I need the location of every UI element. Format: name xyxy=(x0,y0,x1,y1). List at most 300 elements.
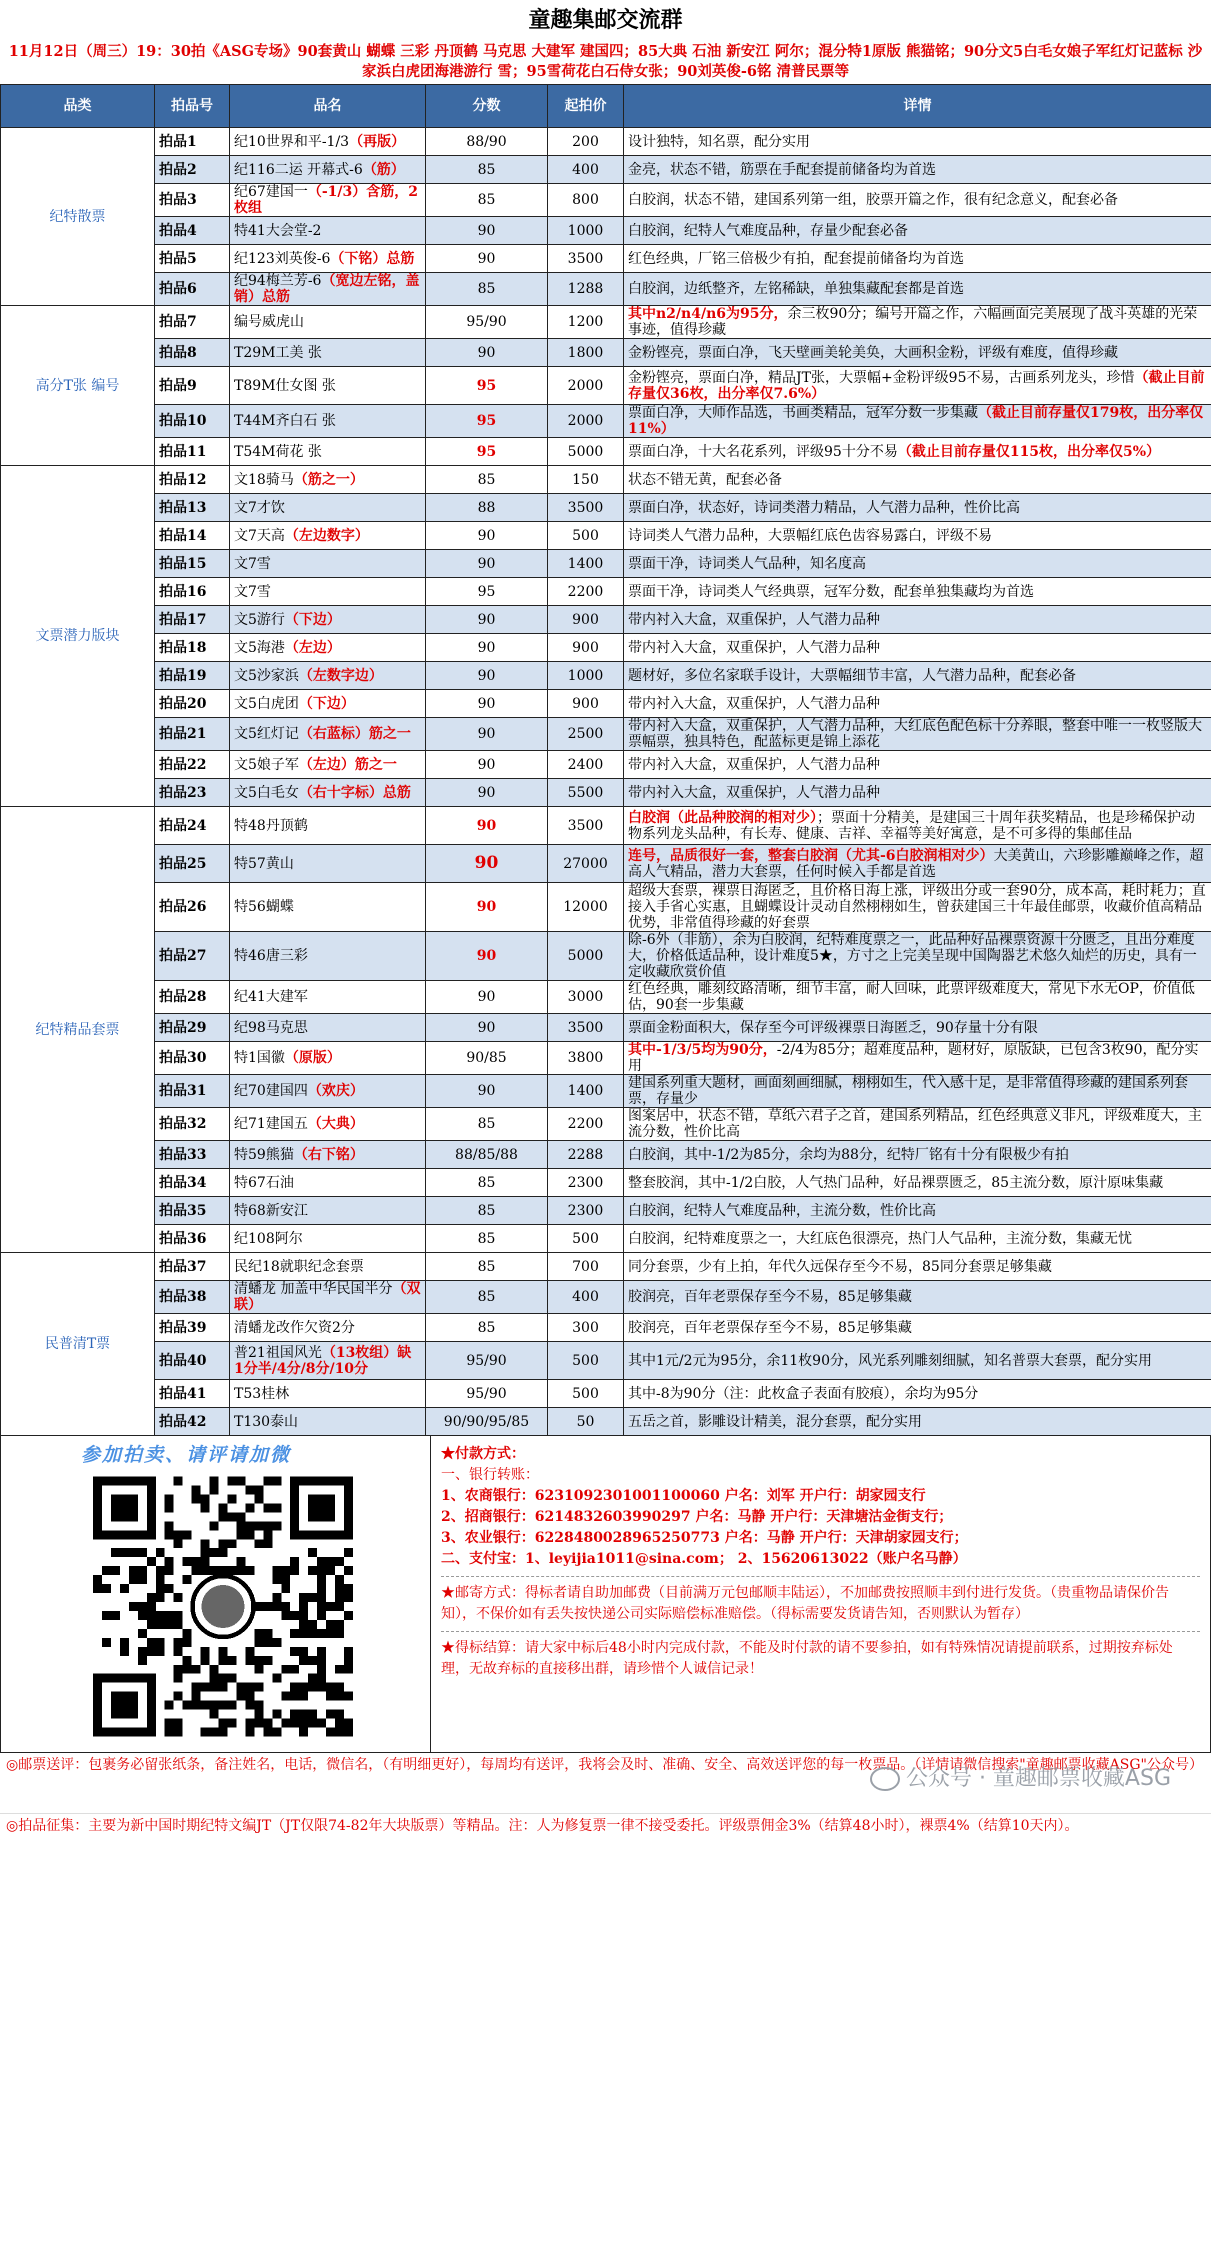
score-value: 95/90 xyxy=(466,1385,507,1402)
item-name-note: （双联） xyxy=(234,1281,421,1313)
score-value: 90 xyxy=(477,555,496,572)
detail-text: 大美黄山，六珍影雕巅峰之作，超高人气精品，潜力大套票，任何时候入手都是首选 xyxy=(628,847,1204,880)
score-value: 85 xyxy=(477,1174,496,1191)
item-name xyxy=(230,845,426,883)
lot-number: 拍品25 xyxy=(155,845,230,883)
lot-number: 拍品1 xyxy=(155,128,230,156)
lot-number: 拍品18 xyxy=(155,634,230,662)
table-row xyxy=(1,578,1211,606)
start-price: 1000 xyxy=(548,662,624,690)
lot-number: 拍品15 xyxy=(155,550,230,578)
lot-number: 拍品4 xyxy=(155,217,230,245)
detail-highlight: 连号，品质很好一套，整套白胶润（尤其-6白胶润相对少） xyxy=(628,847,994,864)
item-name-text: 纪70建国四 xyxy=(234,1083,308,1099)
item-name xyxy=(230,807,426,845)
header-detail: 详情 xyxy=(624,85,1211,128)
table-row xyxy=(1,1408,1211,1436)
lot-number: 拍品5 xyxy=(155,245,230,273)
item-name-note: （筋） xyxy=(362,161,405,178)
detail xyxy=(624,184,1211,217)
detail xyxy=(624,1042,1211,1075)
detail-text: 带内衬入大盒，双重保护，人气潜力品种 xyxy=(628,695,880,712)
lot-number: 拍品17 xyxy=(155,606,230,634)
item-name-text: 文5白毛女 xyxy=(234,784,299,801)
item-name-text: 文5海港 xyxy=(234,639,285,656)
start-price: 3800 xyxy=(548,1042,624,1075)
header-category: 品类 xyxy=(1,85,155,128)
score xyxy=(426,1108,548,1141)
category-cell: 民普清T票 xyxy=(1,1253,155,1436)
item-name-text: 文7天高 xyxy=(234,527,285,544)
detail xyxy=(624,306,1211,339)
detail xyxy=(624,779,1211,807)
item-name xyxy=(230,718,426,751)
table-header-row xyxy=(1,85,1211,128)
lot-number: 拍品2 xyxy=(155,156,230,184)
item-name xyxy=(230,634,426,662)
item-name-text: 文5白虎团 xyxy=(234,695,299,712)
item-name-text: T130泰山 xyxy=(234,1413,299,1430)
table-row xyxy=(1,494,1211,522)
detail xyxy=(624,1342,1211,1380)
item-name xyxy=(230,1225,426,1253)
item-name-note: （左边）筋之一 xyxy=(298,756,397,773)
table-row xyxy=(1,367,1211,405)
item-name-note: （右蓝标）筋之一 xyxy=(298,726,411,742)
lot-number: 拍品22 xyxy=(155,751,230,779)
detail xyxy=(624,662,1211,690)
item-name xyxy=(230,1141,426,1169)
lot-number: 拍品26 xyxy=(155,883,230,932)
item-name xyxy=(230,438,426,466)
lot-number: 拍品19 xyxy=(155,662,230,690)
table-row xyxy=(1,779,1211,807)
divider xyxy=(441,1631,1200,1632)
score xyxy=(426,578,548,606)
table-row xyxy=(1,466,1211,494)
lot-number: 拍品6 xyxy=(155,273,230,306)
table-row xyxy=(1,1075,1211,1108)
detail xyxy=(624,1380,1211,1408)
lot-number: 拍品37 xyxy=(155,1253,230,1281)
score-value: 90 xyxy=(477,527,496,544)
score xyxy=(426,634,548,662)
item-name-text: T54M荷花 张 xyxy=(234,443,322,460)
detail-highlight: 其中n2/n4/n6为95分， xyxy=(628,306,788,322)
item-name xyxy=(230,1169,426,1197)
table-row xyxy=(1,807,1211,845)
detail-text: 票面白净，状态好，诗词类潜力精品，人气潜力品种，性价比高 xyxy=(628,499,1020,516)
qr-caption: 参加拍卖、请评请加微 xyxy=(81,1444,292,1466)
table-row xyxy=(1,1253,1211,1281)
detail-text: 票面干净，诗词类人气经典票，冠军分数，配套单独集藏均为首选 xyxy=(628,583,1034,600)
score-value: 85 xyxy=(477,281,496,297)
detail-stat: （截止目前存量仅115枚，出分率仅5%） xyxy=(897,443,1161,460)
lot-number: 拍品42 xyxy=(155,1408,230,1436)
item-name-note: （-1/3）含筋，2枚组 xyxy=(234,184,418,216)
footer-collection: ◎拍品征集：主要为新中国时期纪特文编JT（JT仅限74-82年大块版票）等精品。注：人为修复票一律不接受委托。评级票佣金3%（结算48小时），裸票4%（结算10天内）。 xyxy=(6,1818,1079,1834)
detail xyxy=(624,522,1211,550)
start-price: 500 xyxy=(548,522,624,550)
item-name-text: T29M工美 张 xyxy=(234,344,322,361)
start-price: 200 xyxy=(548,128,624,156)
table-row xyxy=(1,1042,1211,1075)
table-row xyxy=(1,184,1211,217)
score-value: 85 xyxy=(477,1202,496,1219)
table-row xyxy=(1,883,1211,932)
item-name xyxy=(230,466,426,494)
start-price: 500 xyxy=(548,1380,624,1408)
item-name-text: 纪67建国一 xyxy=(234,184,308,200)
item-name-text: 文7雪 xyxy=(234,555,271,572)
start-price: 800 xyxy=(548,184,624,217)
lot-number: 拍品39 xyxy=(155,1314,230,1342)
table-row xyxy=(1,1314,1211,1342)
detail xyxy=(624,438,1211,466)
detail-text: 白胶润，纪特难度票之一，大红底色很漂亮，热门人气品种，主流分数，集藏无忧 xyxy=(628,1230,1132,1247)
start-price: 2288 xyxy=(548,1141,624,1169)
item-name-note: （左数字边） xyxy=(298,667,383,684)
detail xyxy=(624,245,1211,273)
detail xyxy=(624,718,1211,751)
table-row xyxy=(1,1141,1211,1169)
detail xyxy=(624,1014,1211,1042)
detail-text: 红色经典，雕刻纹路清晰，细节丰富，耐人回味，此票评级难度大，常见下水无OP，价值低估，90套一步集藏 xyxy=(628,981,1195,1013)
item-name-text: 特67石油 xyxy=(234,1174,294,1191)
mail-info: ★邮寄方式：得标者请自助加邮费（目前满万元包邮顺丰陆运），不加邮费按照顺丰到付进行发货。（贵重物品请保价告知），不保价如有丢失按快递公司实际赔偿标准赔偿。（得标需要发货请告知，否则默认为暂存） xyxy=(441,1585,1169,1622)
category-cell: 纪特精品套票 xyxy=(1,807,155,1253)
item-name-note: （右下铭） xyxy=(293,1146,364,1163)
detail-text: 票面金粉面积大，保存至今可评级裸票日海匿乏，90存量十分有限 xyxy=(628,1019,1038,1036)
score xyxy=(426,306,548,339)
detail xyxy=(624,1108,1211,1141)
item-name xyxy=(230,1314,426,1342)
start-price: 2000 xyxy=(548,405,624,438)
score-value: 85 xyxy=(477,1258,496,1275)
payment-info xyxy=(431,1436,1210,1752)
item-name xyxy=(230,522,426,550)
detail-text: 整套胶润，其中-1/2白胶，人气热门品种，好品裸票匮乏，85主流分数，原汁原味集藏 xyxy=(628,1174,1164,1191)
item-name xyxy=(230,156,426,184)
lot-number: 拍品41 xyxy=(155,1380,230,1408)
settlement-info: ★得标结算：请大家中标后48小时内完成付款，不能及时付款的请不要参拍，如有特殊情况请提前联系，过期按弃标处理，无故弃标的直接移出群，请珍惜个人诚信记录！ xyxy=(441,1640,1173,1677)
header-start-price: 起拍价 xyxy=(548,85,624,128)
bottom-panel xyxy=(0,1436,1211,1753)
item-name-text: 纪41大建军 xyxy=(234,989,308,1005)
detail-text: 白胶润，纪特人气难度品种，存量少配套必备 xyxy=(628,222,908,239)
item-name xyxy=(230,550,426,578)
detail-text: 票面白净，大师作品选，书画类精品，冠军分数一步集藏 xyxy=(628,405,978,421)
start-price: 900 xyxy=(548,690,624,718)
item-name-text: 纪108阿尔 xyxy=(234,1230,303,1247)
item-name xyxy=(230,779,426,807)
detail-text: 五岳之首，影雕设计精美，混分套票，配分实用 xyxy=(628,1413,922,1430)
score xyxy=(426,273,548,306)
table-row xyxy=(1,306,1211,339)
item-name-text: 民纪18就职纪念套票 xyxy=(234,1258,364,1275)
score-value: 90/90/95/85 xyxy=(443,1413,530,1430)
score-value: 90 xyxy=(477,756,496,773)
lot-number: 拍品24 xyxy=(155,807,230,845)
item-name xyxy=(230,1108,426,1141)
item-name xyxy=(230,1342,426,1380)
detail xyxy=(624,1225,1211,1253)
score xyxy=(426,1075,548,1108)
item-name xyxy=(230,690,426,718)
item-name-text: 编号威虎山 xyxy=(234,314,304,330)
score xyxy=(426,494,548,522)
lot-number: 拍品7 xyxy=(155,306,230,339)
lot-number: 拍品8 xyxy=(155,339,230,367)
item-name-note: （左边） xyxy=(284,639,341,656)
detail-text: ；票面十分精美，是建国三十周年获奖精品，也是珍稀保护动物系列龙头品种，有长寿、健康、吉祥、幸福等美好寓意，是不可多得的集邮佳品 xyxy=(628,809,1195,842)
item-name xyxy=(230,1075,426,1108)
score-value: 90 xyxy=(477,667,496,684)
detail-text: 带内衬入大盒，双重保护，人气潜力品种 xyxy=(628,611,880,628)
watermark xyxy=(870,1767,1171,1791)
detail xyxy=(624,1253,1211,1281)
score xyxy=(426,405,548,438)
item-name-note: （再版） xyxy=(349,133,406,150)
header-lot-number: 拍品号 xyxy=(155,85,230,128)
score-value: 85 xyxy=(477,1289,496,1305)
score xyxy=(426,807,548,845)
table-row xyxy=(1,981,1211,1014)
detail-text: 图案居中，状态不错，草纸六君子之首，建国系列精品，红色经典意义非凡，评级难度大，主流分数，性价比高 xyxy=(628,1108,1202,1140)
item-name-text: 文7才饮 xyxy=(234,499,285,516)
lot-number: 拍品23 xyxy=(155,779,230,807)
item-name-text: T53桂林 xyxy=(234,1385,290,1402)
item-name-text: T44M齐白石 张 xyxy=(234,413,336,429)
score-value: 85 xyxy=(477,1116,496,1132)
item-name xyxy=(230,1281,426,1314)
divider xyxy=(441,1576,1200,1577)
payment-line: 3、农业银行：6228480028965250773 户名：马静 开户行：天津胡家园支行； xyxy=(441,1530,968,1546)
detail-text: 票面白净，十大名花系列，评级95十分不易 xyxy=(628,443,898,460)
detail xyxy=(624,1169,1211,1197)
item-name xyxy=(230,339,426,367)
start-price: 1400 xyxy=(548,550,624,578)
item-name xyxy=(230,932,426,981)
detail-text: 带内衬入大盒，双重保护，人气潜力品种 xyxy=(628,756,880,773)
start-price: 1200 xyxy=(548,306,624,339)
start-price: 3500 xyxy=(548,494,624,522)
lot-number: 拍品33 xyxy=(155,1141,230,1169)
item-name-text: 特1国徽 xyxy=(234,1050,285,1066)
score-value: 90 xyxy=(477,1019,496,1036)
detail-text: 其中1元/2元为95分，余11枚90分，风光系列雕刻细腻，知名普票大套票，配分实用 xyxy=(628,1352,1152,1369)
score xyxy=(426,339,548,367)
score xyxy=(426,1314,548,1342)
item-name xyxy=(230,217,426,245)
score-value: 95 xyxy=(476,443,497,460)
item-name-text: 普21祖国风光 xyxy=(234,1344,322,1361)
detail xyxy=(624,466,1211,494)
item-name xyxy=(230,367,426,405)
detail xyxy=(624,932,1211,981)
score-value: 85 xyxy=(477,1230,496,1247)
detail xyxy=(624,751,1211,779)
table-row xyxy=(1,217,1211,245)
score-value: 90 xyxy=(477,784,496,801)
detail xyxy=(624,883,1211,932)
payment-line: 二、支付宝：1、leyijia1011@sina.com； 2、15620613022（账户名马静） xyxy=(441,1551,967,1567)
start-price: 3500 xyxy=(548,807,624,845)
lot-number: 拍品16 xyxy=(155,578,230,606)
lot-number: 拍品14 xyxy=(155,522,230,550)
item-name-note: （宽边左铭，盖销）总筋 xyxy=(234,273,420,305)
lot-number: 拍品35 xyxy=(155,1197,230,1225)
bank-transfer-title: 一、银行转账： xyxy=(441,1467,539,1483)
lot-number: 拍品21 xyxy=(155,718,230,751)
start-price: 900 xyxy=(548,634,624,662)
score-value: 95/90 xyxy=(466,314,507,330)
lot-number: 拍品11 xyxy=(155,438,230,466)
table-row xyxy=(1,662,1211,690)
lot-number: 拍品9 xyxy=(155,367,230,405)
item-name-text: 文18骑马 xyxy=(234,471,294,488)
detail xyxy=(624,1075,1211,1108)
start-price: 3500 xyxy=(548,245,624,273)
item-name-text: 纪116二运 开幕式-6 xyxy=(234,161,363,178)
item-name xyxy=(230,981,426,1014)
item-name-text: 文5游行 xyxy=(234,611,285,628)
start-price: 900 xyxy=(548,606,624,634)
table-row xyxy=(1,245,1211,273)
item-name-text: 特57黄山 xyxy=(234,855,294,872)
table-row xyxy=(1,339,1211,367)
table-row xyxy=(1,1108,1211,1141)
item-name xyxy=(230,128,426,156)
detail-text: 状态不错无黄，配套必备 xyxy=(628,471,782,488)
item-name-note: （大典） xyxy=(307,1116,364,1132)
score-value: 90 xyxy=(477,726,496,742)
item-name-text: 文5红灯记 xyxy=(234,726,299,742)
score-value: 85 xyxy=(477,1319,496,1336)
item-name xyxy=(230,578,426,606)
start-price: 5500 xyxy=(548,779,624,807)
score xyxy=(426,1014,548,1042)
score xyxy=(426,1408,548,1436)
detail-text: 带内衬入大盒，双重保护，人气潜力品种 xyxy=(628,639,880,656)
item-name-note: （13枚组）缺1分半/4分/8分/10分 xyxy=(234,1344,412,1377)
start-price: 500 xyxy=(548,1225,624,1253)
start-price: 50 xyxy=(548,1408,624,1436)
table-row xyxy=(1,550,1211,578)
score-value: 95 xyxy=(477,583,496,600)
detail-text: 其中-8为90分（注：此枚盒子表面有胶痕），余均为95分 xyxy=(628,1385,979,1402)
detail xyxy=(624,807,1211,845)
start-price: 12000 xyxy=(548,883,624,932)
detail xyxy=(624,494,1211,522)
item-name xyxy=(230,273,426,306)
score-value: 90 xyxy=(476,899,497,915)
item-name xyxy=(230,494,426,522)
detail-text: 白胶润，纪特人气难度品种，主流分数，性价比高 xyxy=(628,1202,936,1219)
detail xyxy=(624,634,1211,662)
score xyxy=(426,128,548,156)
score-value: 88/85/88 xyxy=(455,1146,518,1163)
footer-appraisal-text: ◎邮票送评：包裹务必留张纸条，备注姓名，电话，微信名，（有明细更好），每周均有送评，我将会及时、准确、安全、高效送评您的每一枚票品。（详情请微信搜索"童趣邮票收藏ASG"公众号） xyxy=(6,1757,1203,1773)
score-value: 90/85 xyxy=(466,1050,507,1066)
detail xyxy=(624,690,1211,718)
start-price: 1400 xyxy=(548,1075,624,1108)
table-row xyxy=(1,156,1211,184)
lot-number: 拍品36 xyxy=(155,1225,230,1253)
score-value: 90 xyxy=(477,1083,496,1099)
detail xyxy=(624,339,1211,367)
header-item-name: 品名 xyxy=(230,85,426,128)
start-price: 1288 xyxy=(548,273,624,306)
item-name-note: （右十字标）总筋 xyxy=(298,784,411,801)
score xyxy=(426,1253,548,1281)
detail-text: 白胶润，边纸整齐，左铭稀缺，单独集藏配套都是首选 xyxy=(628,281,964,297)
detail-text: 余三枚90分；编号开篇之作，六幅画面完美展现了战斗英雄的光荣事迹，值得珍藏 xyxy=(628,306,1198,338)
score xyxy=(426,1141,548,1169)
item-name xyxy=(230,662,426,690)
detail-text: 同分套票，少有上拍，年代久远保存至今不易，85同分套票足够集藏 xyxy=(628,1258,1052,1275)
item-name xyxy=(230,751,426,779)
lot-number: 拍品10 xyxy=(155,405,230,438)
detail xyxy=(624,217,1211,245)
table-row xyxy=(1,718,1211,751)
score-value: 88 xyxy=(477,499,496,516)
start-price: 3500 xyxy=(548,1014,624,1042)
detail-text: 白胶润，状态不错，建国系列第一组，胶票开篇之作，很有纪念意义，配套必备 xyxy=(628,192,1118,208)
start-price: 400 xyxy=(548,1281,624,1314)
table-row xyxy=(1,634,1211,662)
table-row xyxy=(1,1197,1211,1225)
watermark-text: 公众号 · 童趣邮票收藏ASG xyxy=(905,1766,1171,1791)
item-name xyxy=(230,1042,426,1075)
score xyxy=(426,217,548,245)
detail-text: -2/4为85分；超难度品种，题材好，原版缺，已包含3枚90，配分实用 xyxy=(628,1042,1199,1074)
detail xyxy=(624,1408,1211,1436)
item-name-text: 特41大会堂-2 xyxy=(234,222,322,239)
item-name-text: T89M仕女图 张 xyxy=(234,377,336,394)
detail xyxy=(624,367,1211,405)
score xyxy=(426,184,548,217)
table-row xyxy=(1,1380,1211,1408)
detail xyxy=(624,1197,1211,1225)
score xyxy=(426,845,548,883)
item-name-note: （原版） xyxy=(284,1050,341,1066)
detail xyxy=(624,606,1211,634)
item-name-note: （筋之一） xyxy=(293,471,364,488)
score xyxy=(426,245,548,273)
detail-text: 金粉铿亮，票面白净，精品JT张，大票幅+金粉评级95不易，古画系列龙头，珍惜 xyxy=(628,369,1135,386)
item-name-text: 文5娘子军 xyxy=(234,756,299,773)
score-value: 88/90 xyxy=(466,133,507,150)
item-name-text: 特56蝴蝶 xyxy=(234,899,294,915)
detail-text: 金亮，状态不错，筋票在手配套提前储备均为首选 xyxy=(628,161,936,178)
score xyxy=(426,981,548,1014)
score xyxy=(426,932,548,981)
score xyxy=(426,1225,548,1253)
start-price: 2200 xyxy=(548,1108,624,1141)
qr-code-icon xyxy=(93,1474,353,1739)
table-row xyxy=(1,438,1211,466)
detail-text: 建国系列重大题材，画面刻画细腻，栩栩如生，代入感十足，是非常值得珍藏的建国系列套票，存量少 xyxy=(628,1075,1188,1107)
detail-text: 白胶润，其中-1/2为85分，余均为88分，纪特厂铭有十分有限极少有拍 xyxy=(628,1146,1069,1163)
lot-number: 拍品12 xyxy=(155,466,230,494)
score xyxy=(426,522,548,550)
detail-text: 金粉铿亮，票面白净，飞天壁画美轮美奂，大画积金粉，评级有难度，值得珍藏 xyxy=(628,344,1118,361)
score-value: 90 xyxy=(477,639,496,656)
score xyxy=(426,438,548,466)
detail-text: 设计独特，知名票，配分实用 xyxy=(628,133,810,150)
table-row xyxy=(1,1014,1211,1042)
